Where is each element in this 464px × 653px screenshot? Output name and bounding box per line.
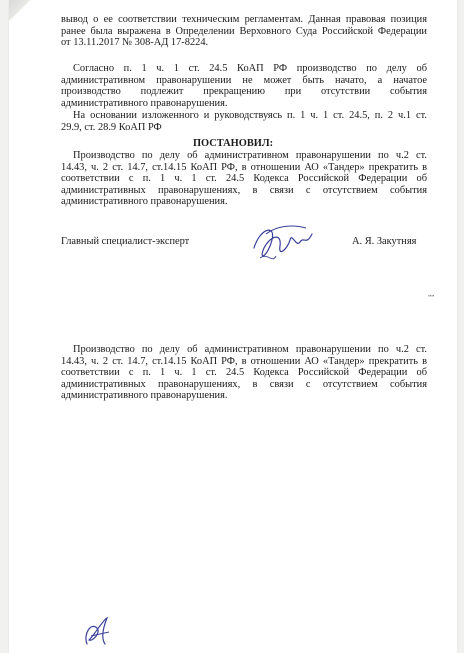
text-line: Производство по делу об административном правонарушении по ч.2 ст. xyxy=(73,344,427,355)
text-line: административных правонарушениях, в связи с отсутствием события xyxy=(61,378,427,390)
text-line: производство подлежит прекращению при отсутствии события xyxy=(61,86,427,98)
text-line: вывод о ее соответствии техническим регламентам. Данная правовая позиция xyxy=(61,14,427,25)
paragraph-koap-reference xyxy=(61,63,427,109)
paragraph-resolution-repeat xyxy=(61,344,427,402)
text-line: 14.43, ч. 2 ст. 14.7, ст.14.15 КоАП РФ, в отношении АО «Тандер» прекратить в xyxy=(61,355,427,367)
text-line: 29.9, ст. 28.9 КоАП РФ xyxy=(61,121,162,133)
text-line: ранее была выражена в Определении Верховного Суда Российской Федерации xyxy=(61,25,427,37)
text-line: административного правонарушения. xyxy=(61,390,228,402)
document-page xyxy=(9,0,457,653)
text-line: от 13.11.2017 № 308-АД 17-8224. xyxy=(61,37,209,49)
text-line: административных правонарушениях, в связи с отсутствием события xyxy=(61,184,427,196)
text-line: Согласно п. 1 ч. 1 ст. 24.5 КоАП РФ производство по делу об xyxy=(73,63,427,74)
text-line: Производство по делу об административном правонарушении по ч.2 ст. xyxy=(73,150,427,161)
handwritten-initials xyxy=(81,614,113,650)
handwritten-signature xyxy=(246,218,318,268)
margin-mark: ”” xyxy=(428,294,435,302)
signer-title: Главный специалист-эксперт xyxy=(61,236,190,247)
text-line: соответствии с п. 1 ч. 1 ст. 24.5 Кодекса Российской Федерации об xyxy=(61,367,427,379)
text-line: На основании изложенного и руководствуясь п. 1 ч. 1 ст. 24.5, п. 2 ч.1 ст. xyxy=(73,110,427,121)
folded-corner xyxy=(9,0,31,20)
paragraph-legal-position xyxy=(61,14,427,49)
text-line: соответствии с п. 1 ч. 1 ст. 24.5 Кодекса Российской Федерации об xyxy=(61,173,427,185)
text-line: административного правонарушения. xyxy=(61,196,228,208)
text-line: административном правонарушении не может быть начато, а начатое xyxy=(61,74,427,86)
paragraph-grounds xyxy=(61,110,427,133)
paragraph-resolution xyxy=(61,150,427,208)
signer-name: А. Я. Закутняя xyxy=(352,236,417,247)
resolution-heading: ПОСТАНОВИЛ: xyxy=(192,138,274,149)
text-line: 14.43, ч. 2 ст. 14.7, ст.14.15 КоАП РФ, в отношении АО «Тандер» прекратить в xyxy=(61,161,427,173)
text-line: административного правонарушения. xyxy=(61,97,228,109)
